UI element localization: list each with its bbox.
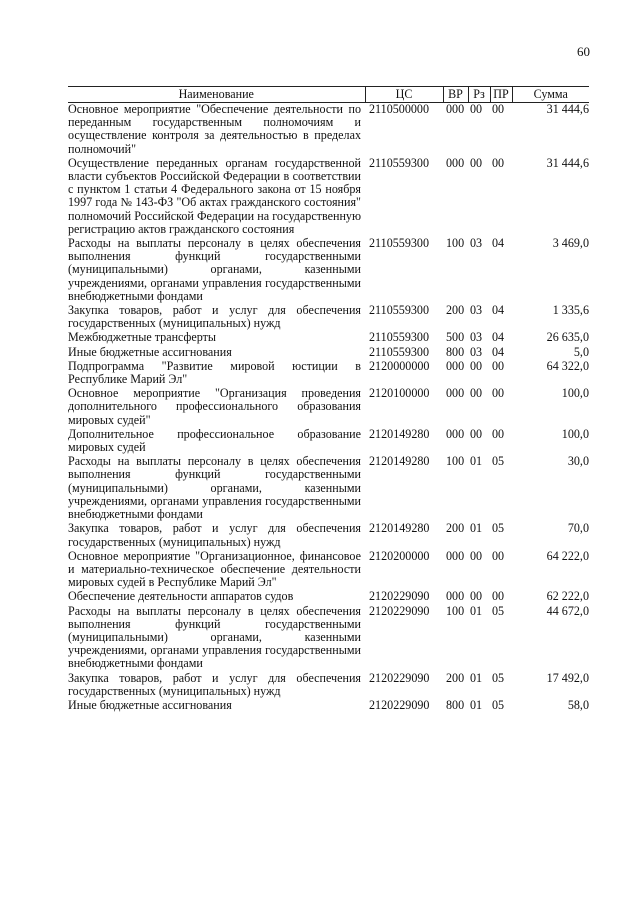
row-cs: 2120229090	[369, 603, 430, 618]
row-name: Расходы на выплаты персоналу в целях обеспечения выполнения функций государственными (муниципальными) органами, казенными учреждениями, органами управления государственными внебюджетными фондами	[68, 603, 361, 671]
row-rz: 00	[470, 358, 483, 373]
row-name: Иные бюджетные ассигнования	[68, 344, 232, 359]
header-rz: Рз	[468, 87, 490, 103]
row-cs: 2110559300	[369, 303, 430, 318]
row-name: Основное мероприятие "Организация проведения дополнительного профессионального образования мировых судей"	[68, 386, 361, 427]
row-sum: 17 492,0	[546, 670, 589, 685]
row-rz: 00	[470, 386, 483, 401]
table-row	[68, 331, 589, 345]
row-vr: 000	[446, 548, 465, 563]
row-pr: 05	[492, 603, 505, 618]
row-name: Осуществление переданных органам государственной власти субъектов Российской Федерации в соответствии с пунктом 1 статьи 4 Федерального закона от 15 ноября 1997 года № 143-ФЗ "Об актах гражданского состояния" полномочий Российской Федерации на государственную регистрацию актов гражданского состояния	[68, 155, 361, 236]
row-sum: 64 222,0	[546, 548, 589, 563]
row-pr: 05	[492, 521, 505, 536]
row-sum: 31 444,6	[546, 155, 589, 170]
header-pr: ПР	[490, 87, 512, 103]
row-cs: 2120149280	[369, 454, 430, 469]
row-cs: 2120100000	[369, 386, 430, 401]
row-cs: 2120149280	[369, 426, 430, 441]
row-sum: 44 672,0	[546, 603, 589, 618]
table-row	[68, 157, 589, 237]
row-pr: 05	[492, 454, 505, 469]
row-vr: 200	[446, 303, 465, 318]
row-cs: 2120200000	[369, 548, 430, 563]
row-rz: 03	[470, 344, 483, 359]
row-rz: 01	[470, 670, 483, 685]
row-vr: 100	[446, 236, 465, 251]
row-rz: 01	[470, 603, 483, 618]
row-rz: 01	[470, 454, 483, 469]
row-cs: 2120000000	[369, 358, 430, 373]
row-vr: 200	[446, 521, 465, 536]
row-pr: 05	[492, 697, 505, 712]
budget-table	[68, 86, 589, 713]
row-pr: 00	[492, 548, 505, 563]
header-vr: ВР	[443, 87, 468, 103]
row-name: Дополнительное профессиональное образование мировых судей	[68, 426, 361, 455]
row-rz: 00	[470, 155, 483, 170]
row-vr: 800	[446, 697, 465, 712]
row-name: Межбюджетные трансферты	[68, 330, 217, 345]
row-rz: 00	[470, 426, 483, 441]
row-sum: 26 635,0	[546, 330, 589, 345]
table-header-row	[68, 87, 589, 103]
row-cs: 2110559300	[369, 344, 430, 359]
row-vr: 100	[446, 603, 465, 618]
row-vr: 000	[446, 155, 465, 170]
row-pr: 04	[492, 236, 505, 251]
table-row	[68, 387, 589, 428]
row-cs: 2120149280	[369, 521, 430, 536]
row-name: Обеспечение деятельности аппаратов судов	[68, 589, 294, 604]
row-rz: 03	[470, 236, 483, 251]
row-sum: 62 222,0	[546, 589, 589, 604]
table-row	[68, 304, 589, 331]
row-sum: 64 322,0	[546, 358, 589, 373]
table-row	[68, 699, 589, 713]
row-cs: 2110559300	[369, 236, 430, 251]
row-pr: 00	[492, 102, 505, 116]
row-vr: 800	[446, 344, 465, 359]
table-row	[68, 428, 589, 455]
row-vr: 500	[446, 330, 465, 345]
row-name: Расходы на выплаты персоналу в целях обеспечения выполнения функций государственными (муниципальными) органами, казенными учреждениями, органами управления государственными внебюджетными фондами	[68, 236, 361, 303]
row-sum: 100,0	[561, 426, 589, 441]
row-rz: 00	[470, 548, 483, 563]
table-row	[68, 455, 589, 522]
row-sum: 30,0	[567, 454, 589, 469]
row-pr: 04	[492, 330, 505, 345]
row-pr: 00	[492, 155, 505, 170]
page-number: 60	[577, 44, 590, 59]
row-vr: 000	[446, 358, 465, 373]
row-rz: 00	[470, 589, 483, 604]
row-name: Подпрограмма "Развитие мировой юстиции в Республике Марий Эл"	[68, 358, 361, 387]
row-cs: 2120229090	[369, 589, 430, 604]
table-row	[68, 605, 589, 672]
row-vr: 000	[446, 386, 465, 401]
row-sum: 70,0	[567, 521, 589, 536]
row-name: Расходы на выплаты персоналу в целях обеспечения выполнения функций государственными (муниципальными) органами, казенными учреждениями, органами управления государственными внебюджетными фондами	[68, 454, 361, 522]
row-rz: 01	[470, 521, 483, 536]
row-rz: 01	[470, 697, 483, 712]
row-rz: 00	[470, 102, 483, 116]
header-sum: Сумма	[512, 87, 589, 103]
row-name: Закупка товаров, работ и услуг для обеспечения государственных (муниципальных) нужд	[68, 521, 361, 549]
row-sum: 31 444,6	[546, 102, 589, 116]
row-rz: 03	[470, 303, 483, 318]
row-name: Иные бюджетные ассигнования	[68, 697, 232, 712]
row-vr: 000	[446, 102, 465, 116]
row-vr: 100	[446, 454, 465, 469]
row-pr: 00	[492, 358, 505, 373]
table-row	[68, 346, 589, 360]
row-pr: 00	[492, 589, 505, 604]
row-pr: 05	[492, 670, 505, 685]
row-pr: 00	[492, 386, 505, 401]
row-rz: 03	[470, 330, 483, 345]
row-cs: 2110559300	[369, 330, 430, 345]
row-vr: 200	[446, 670, 465, 685]
row-sum: 58,0	[567, 697, 589, 712]
row-name: Основное мероприятие "Организационное, финансовое и материально-техническое обеспечение деятельности мировых судей в Республике Марий Эл"	[68, 548, 361, 590]
row-vr: 000	[446, 589, 465, 604]
header-name: Наименование	[68, 87, 365, 103]
row-pr: 00	[492, 426, 505, 441]
row-name: Закупка товаров, работ и услуг для обеспечения государственных (муниципальных) нужд	[68, 303, 361, 331]
row-name: Закупка товаров, работ и услуг для обеспечения государственных (муниципальных) нужд	[68, 670, 361, 698]
row-name: Основное мероприятие "Обеспечение деятельности по переданным государственным полномочиям и осуществление контроля за деятельностью в пределах полномочий"	[68, 102, 361, 156]
row-cs: 2110559300	[369, 155, 430, 170]
row-vr: 000	[446, 426, 465, 441]
table-row	[68, 672, 589, 699]
row-cs: 2120229090	[369, 670, 430, 685]
row-sum: 5,0	[573, 344, 589, 359]
table-row	[68, 360, 589, 387]
row-pr: 04	[492, 303, 505, 318]
row-sum: 1 335,6	[552, 303, 589, 318]
table-row	[68, 550, 589, 591]
table-row	[68, 237, 589, 304]
row-pr: 04	[492, 344, 505, 359]
row-cs: 2110500000	[369, 102, 430, 116]
table-row	[68, 590, 589, 604]
row-sum: 100,0	[561, 386, 589, 401]
row-sum: 3 469,0	[552, 236, 589, 251]
header-cs: ЦС	[365, 87, 443, 103]
table-row	[68, 103, 589, 157]
table-row	[68, 522, 589, 549]
row-cs: 2120229090	[369, 697, 430, 712]
